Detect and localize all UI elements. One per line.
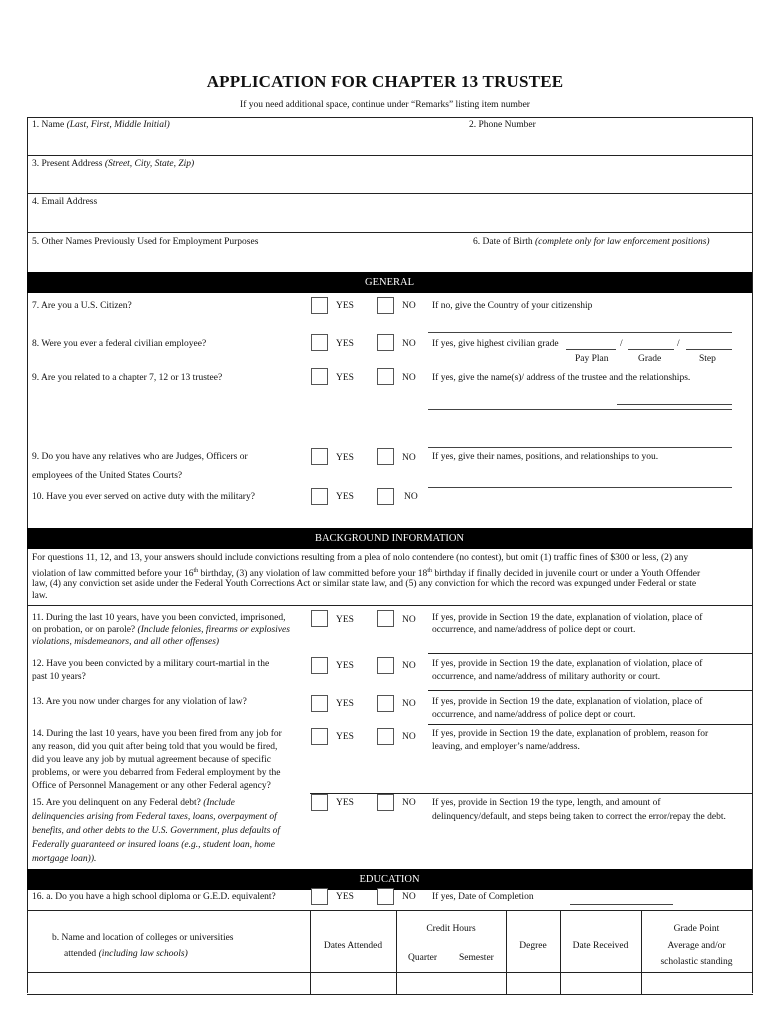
q9a-answer-line[interactable] [617, 404, 732, 405]
q12-yes-checkbox[interactable] [311, 657, 328, 674]
yes-label: YES [336, 301, 354, 311]
question-16a: 16. a. Do you have a high school diploma or G.E.D. equivalent? [32, 892, 276, 902]
yes-label: YES [336, 699, 354, 709]
divider [27, 605, 753, 606]
no-label: NO [402, 798, 416, 808]
q7-followup: If no, give the Country of your citizenship [432, 301, 593, 311]
no-label: NO [402, 892, 416, 902]
question-14-line-5: Office of Personnel Management or any other Federal agency? [32, 781, 271, 791]
table-row-divider [27, 972, 753, 973]
section-header-general: GENERAL [27, 272, 752, 293]
other-names-field-label: 5. Other Names Previously Used for Employment Purposes [32, 237, 259, 247]
q11-yes-checkbox[interactable] [311, 610, 328, 627]
question-11-line-2: on probation, or on parole? (Include felonies, firearms or explosives [32, 625, 290, 635]
no-label: NO [402, 453, 416, 463]
q15-followup-1: If yes, provide in Section 19 the type, length, and amount of [432, 798, 661, 808]
no-label: NO [404, 492, 418, 502]
section-header-background: BACKGROUND INFORMATION [27, 528, 752, 549]
q16a-no-checkbox[interactable] [377, 888, 394, 905]
q12-no-checkbox[interactable] [377, 657, 394, 674]
q13-no-checkbox[interactable] [377, 695, 394, 712]
question-13: 13. Are you now under charges for any violation of law? [32, 697, 247, 707]
no-label: NO [402, 615, 416, 625]
question-12-line-2: past 10 years? [32, 672, 86, 682]
col-header-date-received: Date Received [572, 941, 629, 951]
q14-yes-checkbox[interactable] [311, 728, 328, 745]
q8-no-checkbox[interactable] [377, 334, 394, 351]
address-field-label: 3. Present Address (Street, City, State, Zip) [32, 159, 195, 169]
q16b-line-2: attended (including law schools) [64, 949, 188, 959]
col-header-semester: Semester [459, 953, 494, 963]
question-15-line-4: Federally guaranteed or insured loans (e.g., student loan, home [32, 840, 275, 850]
question-15-line-2: delinquencies arising from Federal taxes, loans, overpayment of [32, 812, 277, 822]
q11-no-checkbox[interactable] [377, 610, 394, 627]
no-label: NO [402, 301, 416, 311]
q15-yes-checkbox[interactable] [311, 794, 328, 811]
no-label: NO [402, 732, 416, 742]
yes-label: YES [336, 373, 354, 383]
q14-followup-2: leaving, and employer’s name/address. [432, 742, 580, 752]
divider [428, 653, 753, 654]
no-label: NO [402, 373, 416, 383]
divider [428, 724, 753, 725]
form-title: APPLICATION FOR CHAPTER 13 TRUSTEE [206, 72, 564, 91]
col-header-degree: Degree [519, 941, 547, 951]
col-header-gpa-line-2: Average and/or [667, 941, 726, 951]
col-header-gpa-line-1: Grade Point [673, 924, 720, 934]
grade-caption: Grade [638, 354, 662, 364]
q14-no-checkbox[interactable] [377, 728, 394, 745]
col-header-gpa-line-3: scholastic standing [660, 957, 733, 967]
dob-field-label: 6. Date of Birth (complete only for law enforcement positions) [473, 237, 710, 247]
section-header-education: EDUCATION [27, 869, 752, 890]
table-bottom [27, 994, 753, 995]
frame-right [752, 117, 753, 993]
question-7: 7. Are you a U.S. Citizen? [32, 301, 132, 311]
q9a-followup: If yes, give the name(s)/ address of the trustee and the relationships. [432, 373, 691, 383]
q11-followup-1: If yes, provide in Section 19 the date, explanation of violation, place of [432, 613, 703, 623]
question-9-relatives: 9. Do you have any relatives who are Judges, Officers or [32, 452, 248, 462]
name-field-label: 1. Name (Last, First, Middle Initial) [32, 120, 170, 130]
q15-followup-2: delinquency/default, and steps being taken to correct the error/repay the debt. [432, 812, 726, 822]
background-intro-line-1: For questions 11, 12, and 13, your answers should include convictions resulting from a plea of nolo contendere (no contest), but omit (1) traffic fines of $300 or less, (2) any [32, 553, 689, 563]
step-caption: Step [699, 354, 716, 364]
question-9-trustee: 9. Are you related to a chapter 7, 12 or 13 trustee? [32, 373, 223, 383]
q8-yes-checkbox[interactable] [311, 334, 328, 351]
q13-followup-2: occurrence, and name/address of police dept or court. [432, 710, 636, 720]
pay-plan-line[interactable] [566, 349, 616, 350]
step-line[interactable] [686, 349, 732, 350]
divider [27, 910, 753, 911]
frame-top [27, 117, 753, 118]
q12-followup-1: If yes, provide in Section 19 the date, explanation of violation, place of [432, 659, 703, 669]
q9a-answer-line[interactable] [428, 447, 732, 448]
q15-no-checkbox[interactable] [377, 794, 394, 811]
q16a-yes-checkbox[interactable] [311, 888, 328, 905]
question-10: 10. Have you ever served on active duty with the military? [32, 492, 255, 502]
background-intro-line-4: law. [32, 591, 48, 601]
q11-followup-2: occurrence, and name/address of police dept or court. [432, 625, 636, 635]
background-intro-line-3: law, (4) any conviction set aside under the Federal Youth Corrections Act or similar state law, and (5) any conviction for which the record was expunged under Federal or state [32, 579, 697, 589]
question-12-line-1: 12. Have you been convicted by a military court-martial in the [32, 659, 270, 669]
question-14-line-1: 14. During the last 10 years, have you been fired from any job for [32, 729, 282, 739]
yes-label: YES [336, 615, 354, 625]
background-intro-line-2: violation of law committed before your 16th birthday, (3) any violation of law committed before your 18th birthday if finally decided in juvenile court or under a Youth Offender [32, 568, 701, 580]
yes-label: YES [336, 892, 354, 902]
question-15-line-5: mortgage loan)). [32, 854, 97, 864]
phone-field-label: 2. Phone Number [469, 120, 536, 130]
no-label: NO [402, 699, 416, 709]
col-header-credit-hours: Credit Hours [426, 924, 476, 934]
q14-followup-1: If yes, provide in Section 19 the date, explanation of problem, reason for [432, 729, 709, 739]
no-label: NO [402, 661, 416, 671]
q10-yes-checkbox[interactable] [311, 488, 328, 505]
q9a-answer-line[interactable] [428, 409, 732, 410]
question-14-line-4: problems, or were you debarred from Federal employment by the [32, 768, 281, 778]
q9b-followup: If yes, give their names, positions, and relationships to you. [432, 452, 659, 462]
q9b-no-checkbox[interactable] [377, 448, 394, 465]
divider [428, 690, 753, 691]
q9a-yes-checkbox[interactable] [311, 368, 328, 385]
frame-left [27, 117, 28, 993]
question-15-line-3: benefits, and other debts to the U.S. Government, plus defaults of [32, 826, 281, 836]
yes-label: YES [336, 798, 354, 808]
no-label: NO [402, 339, 416, 349]
question-11-line-1: 11. During the last 10 years, have you been convicted, imprisoned, [32, 613, 286, 623]
yes-label: YES [336, 732, 354, 742]
q8-followup: If yes, give highest civilian grade [432, 339, 559, 349]
question-8: 8. Were you ever a federal civilian employee? [32, 339, 207, 349]
q12-followup-2: occurrence, and name/address of military authority or court. [432, 672, 661, 682]
slash: / [677, 339, 680, 349]
divider [27, 232, 753, 233]
yes-label: YES [336, 339, 354, 349]
q7-answer-line[interactable] [428, 332, 732, 333]
yes-label: YES [336, 661, 354, 671]
q7-no-checkbox[interactable] [377, 297, 394, 314]
yes-label: YES [336, 492, 354, 502]
q16a-followup: If yes, Date of Completion [432, 892, 534, 902]
question-11-line-3: violations, misdemeanors, and all other offenses) [32, 637, 220, 647]
q13-yes-checkbox[interactable] [311, 695, 328, 712]
q9b-yes-checkbox[interactable] [311, 448, 328, 465]
question-9-relatives-cont: employees of the United States Courts? [32, 471, 183, 481]
q7-yes-checkbox[interactable] [311, 297, 328, 314]
q9a-no-checkbox[interactable] [377, 368, 394, 385]
q16b-line-1: b. Name and location of colleges or universities [52, 933, 234, 943]
col-header-quarter: Quarter [408, 953, 438, 963]
slash: / [620, 339, 623, 349]
question-14-line-3: did you leave any job by mutual agreement because of specific [32, 755, 271, 765]
question-15-line-1: 15. Are you delinquent on any Federal debt? (Include [32, 798, 235, 808]
q10-no-checkbox[interactable] [377, 488, 394, 505]
question-14-line-2: any reason, did you quit after being told that you would be fired, [32, 742, 278, 752]
form-subtitle: If you need additional space, continue under “Remarks” listing item number [240, 100, 530, 110]
divider [27, 193, 753, 194]
grade-line[interactable] [628, 349, 674, 350]
email-field-label: 4. Email Address [32, 197, 98, 207]
q13-followup-1: If yes, provide in Section 19 the date, explanation of violation, place of [432, 697, 703, 707]
yes-label: YES [336, 453, 354, 463]
q9b-answer-line[interactable] [428, 487, 732, 488]
divider [27, 155, 753, 156]
col-header-dates-attended: Dates Attended [323, 941, 383, 951]
pay-plan-caption: Pay Plan [575, 354, 609, 364]
completion-date-line[interactable] [570, 904, 673, 905]
